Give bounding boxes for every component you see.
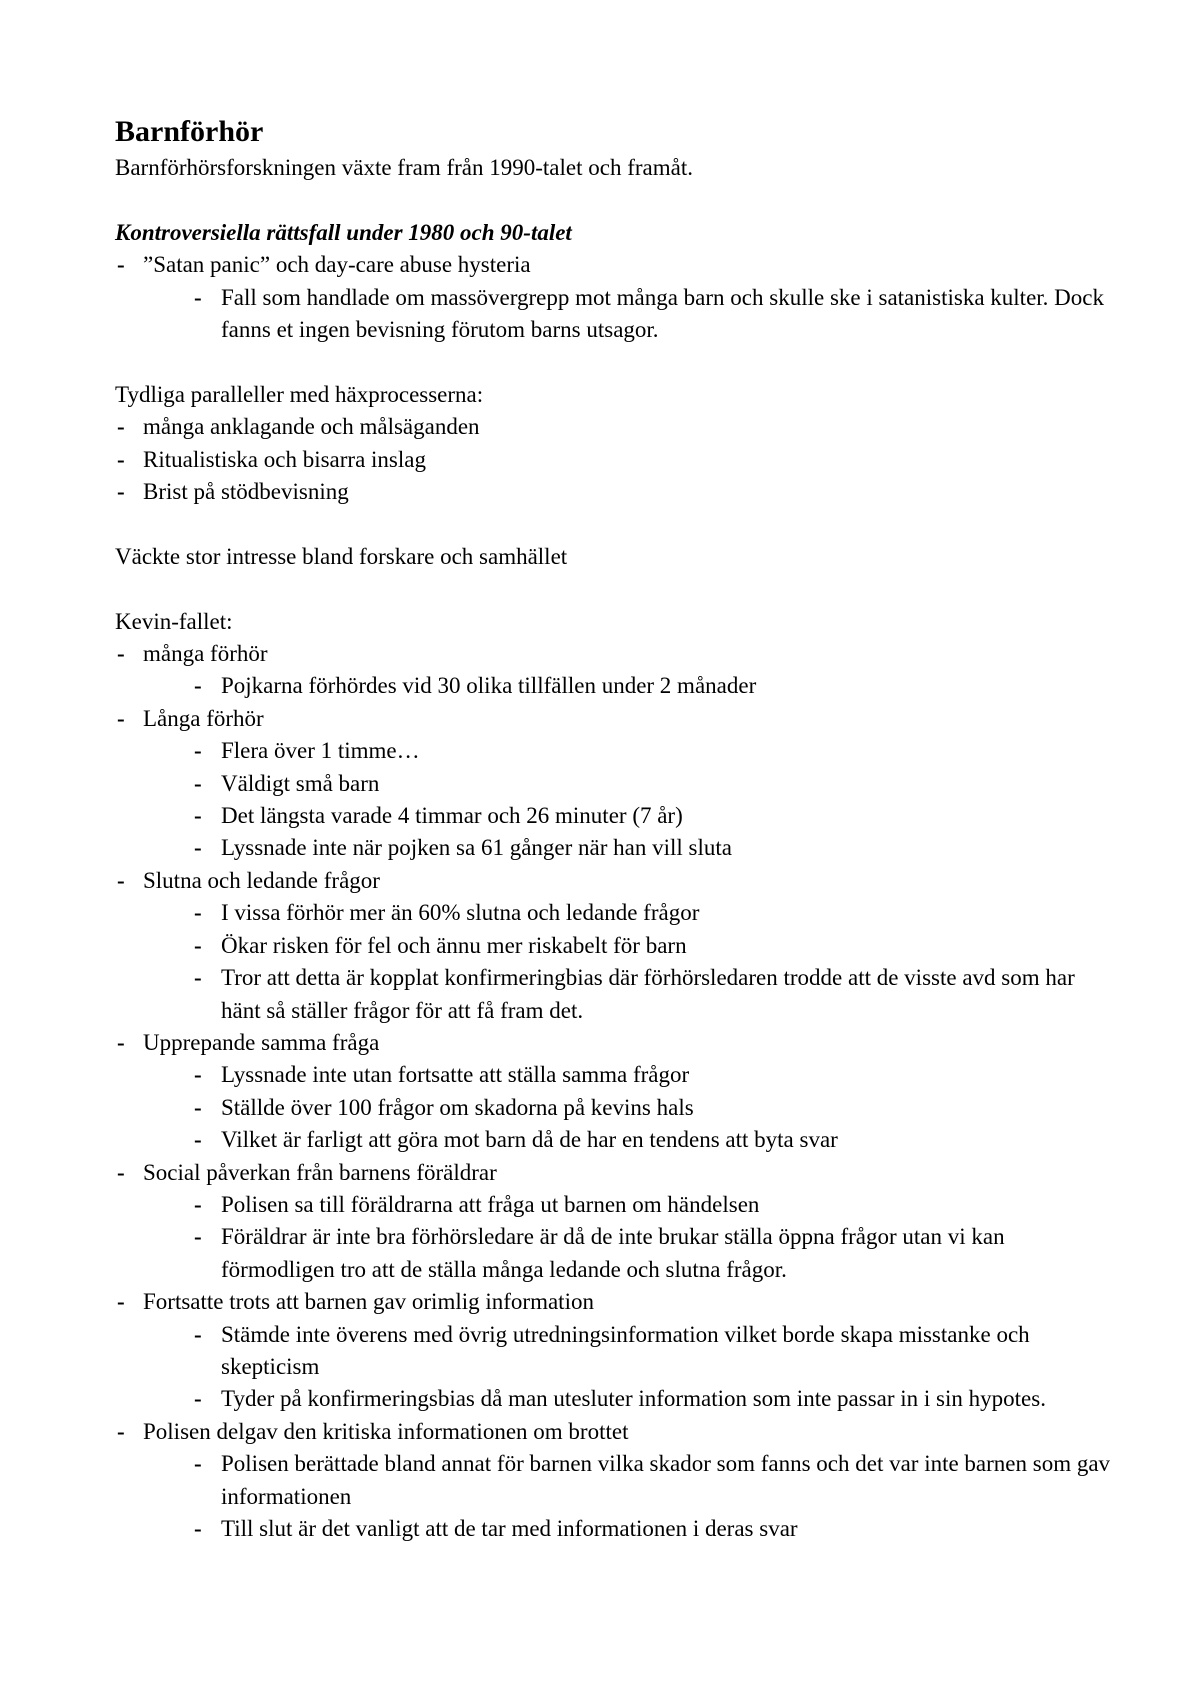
list-item bbox=[115, 865, 1115, 1027]
document-title: Barnförhör bbox=[115, 115, 264, 148]
sub-list-item-text: Pojkarna förhördes vid 30 olika tillfällen under 2 månader bbox=[221, 673, 757, 699]
dash-bullet-icon: - bbox=[117, 867, 125, 893]
sub-list-item bbox=[143, 1319, 1115, 1384]
sub-list-item bbox=[143, 735, 1115, 767]
sub-list-item-text: Vilket är farligt att göra mot barn då de har en tendens att byta svar bbox=[221, 1127, 838, 1153]
dash-bullet-icon: - bbox=[194, 900, 202, 926]
sub-list-item bbox=[143, 282, 1115, 347]
dash-bullet-icon: - bbox=[194, 965, 202, 991]
list-item-text: Fortsatte trots att barnen gav orimlig information bbox=[143, 1289, 594, 1315]
sub-list-item-text: Föräldrar är inte bra förhörsledare är då de inte brukar ställa öppna frågor utan vi kan förmodligen tro att de ställa många ledande och slutna frågor. bbox=[221, 1224, 1005, 1282]
sub-list-item-text: Flera över 1 timme… bbox=[221, 738, 420, 764]
sub-list-item bbox=[143, 1383, 1115, 1415]
sub-list-item-text: Ökar risken för fel och ännu mer riskabelt för barn bbox=[221, 932, 687, 958]
list-item bbox=[115, 1157, 1115, 1287]
dash-bullet-icon: - bbox=[194, 1516, 202, 1541]
dash-bullet-icon: - bbox=[194, 932, 202, 958]
sub-list-item-text: Väldigt små barn bbox=[221, 770, 380, 796]
dash-bullet-icon: - bbox=[194, 738, 202, 764]
sub-bullet-list bbox=[143, 1319, 1115, 1416]
sub-list-item-text: Polisen sa till föräldrarna att fråga ut barnen om händelsen bbox=[221, 1191, 760, 1217]
sub-bullet-list bbox=[143, 282, 1115, 347]
sub-bullet-list bbox=[143, 1448, 1115, 1545]
dash-bullet-icon: - bbox=[194, 284, 202, 310]
sub-list-item bbox=[143, 1448, 1115, 1513]
dash-bullet-icon: - bbox=[117, 414, 125, 440]
dash-bullet-icon: - bbox=[117, 1029, 125, 1055]
list-item-text: Brist på stödbevisning bbox=[143, 479, 349, 505]
list-item bbox=[115, 1286, 1115, 1416]
sub-list-item bbox=[143, 1124, 1115, 1156]
dash-bullet-icon: - bbox=[117, 446, 125, 472]
document-page bbox=[115, 112, 1115, 1545]
sub-list-item-text: Lyssnade inte utan fortsatte att ställa samma frågor bbox=[221, 1062, 690, 1088]
dash-bullet-icon: - bbox=[117, 1289, 125, 1315]
list-item-text: Långa förhör bbox=[143, 705, 264, 731]
dash-bullet-icon: - bbox=[117, 479, 125, 505]
bullet-list bbox=[115, 411, 1115, 508]
list-item-text: Upprepande samma fråga bbox=[143, 1029, 380, 1055]
sub-list-item-text: Fall som handlade om massövergrepp mot många barn och skulle ske i satanistiska kulter. Dock fanns et ingen bevisning förutom barns utsagor. bbox=[221, 284, 1104, 343]
section-heading-controversial-cases: Kontroversiella rättsfall under 1980 och 90-talet bbox=[115, 219, 572, 245]
dash-bullet-icon: - bbox=[194, 1062, 202, 1088]
spacer bbox=[115, 346, 1115, 378]
interest-paragraph: Väckte stor intresse bland forskare och samhället bbox=[115, 543, 568, 569]
sub-list-item-text: Ställde över 100 frågor om skadorna på kevins hals bbox=[221, 1094, 694, 1120]
sub-list-item bbox=[143, 1092, 1115, 1124]
sub-list-item bbox=[143, 1513, 1115, 1545]
list-item-text: ”Satan panic” och day-care abuse hysteria bbox=[143, 252, 531, 278]
list-item bbox=[115, 638, 1115, 703]
dash-bullet-icon: - bbox=[194, 770, 202, 796]
sub-list-item bbox=[143, 1059, 1115, 1091]
sub-list-item-text: Lyssnade inte när pojken sa 61 gånger när han vill sluta bbox=[221, 835, 732, 861]
sub-bullet-list bbox=[143, 735, 1115, 865]
dash-bullet-icon: - bbox=[194, 1094, 202, 1120]
list-item-text: många anklagande och målsäganden bbox=[143, 414, 480, 440]
list-item bbox=[115, 249, 1115, 346]
dash-bullet-icon: - bbox=[117, 1418, 125, 1444]
sub-list-item bbox=[143, 768, 1115, 800]
list-item bbox=[115, 476, 1115, 508]
dash-bullet-icon: - bbox=[194, 835, 202, 861]
dash-bullet-icon: - bbox=[194, 1321, 202, 1347]
sub-list-item bbox=[143, 1221, 1115, 1286]
sub-list-item-text: Till slut är det vanligt att de tar med informationen i deras svar bbox=[221, 1516, 798, 1541]
list-item bbox=[115, 411, 1115, 443]
sub-bullet-list bbox=[143, 1189, 1115, 1286]
intro-paragraph: Barnförhörsforskningen växte fram från 1990-talet och framåt. bbox=[115, 155, 693, 180]
sub-list-item-text: Polisen berättade bland annat för barnen vilka skador som fanns och det var inte barnen som gav informationen bbox=[221, 1451, 1111, 1509]
sub-list-item bbox=[143, 930, 1115, 962]
sub-list-item-text: Tyder på konfirmeringsbias då man utesluter information som inte passar in i sin hypotes. bbox=[221, 1386, 1046, 1412]
list-item-text: Ritualistiska och bisarra inslag bbox=[143, 446, 426, 472]
sub-list-item bbox=[143, 962, 1115, 1027]
sub-list-item-text: I vissa förhör mer än 60% slutna och ledande frågor bbox=[221, 900, 700, 926]
sub-list-item bbox=[143, 800, 1115, 832]
list-item bbox=[115, 444, 1115, 476]
section-heading-parallels: Tydliga paralleller med häxprocesserna: bbox=[115, 381, 484, 407]
dash-bullet-icon: - bbox=[117, 705, 125, 731]
dash-bullet-icon: - bbox=[194, 1386, 202, 1412]
spacer bbox=[115, 184, 1115, 216]
sub-list-item bbox=[143, 670, 1115, 702]
list-item-text: Social påverkan från barnens föräldrar bbox=[143, 1159, 497, 1185]
sub-list-item-text: Tror att detta är kopplat konfirmeringbias där förhörsledaren trodde att de visste avd som har hänt så ställer frågor för att få fram det. bbox=[221, 965, 1075, 1023]
sub-bullet-list bbox=[143, 1059, 1115, 1156]
sub-bullet-list bbox=[143, 670, 1115, 702]
sub-list-item bbox=[143, 832, 1115, 864]
dash-bullet-icon: - bbox=[117, 252, 125, 278]
dash-bullet-icon: - bbox=[194, 673, 202, 699]
list-item bbox=[115, 1416, 1115, 1546]
list-item-text: Polisen delgav den kritiska informationen om brottet bbox=[143, 1418, 629, 1444]
dash-bullet-icon: - bbox=[117, 641, 125, 667]
list-item-text: många förhör bbox=[143, 641, 268, 667]
spacer bbox=[115, 508, 1115, 540]
dash-bullet-icon: - bbox=[194, 1127, 202, 1153]
sub-list-item bbox=[143, 1189, 1115, 1221]
dash-bullet-icon: - bbox=[194, 1224, 202, 1250]
list-item bbox=[115, 703, 1115, 865]
sub-list-item bbox=[143, 897, 1115, 929]
dash-bullet-icon: - bbox=[194, 1451, 202, 1477]
list-item-text: Slutna och ledande frågor bbox=[143, 867, 380, 893]
list-item bbox=[115, 1027, 1115, 1157]
sub-list-item-text: Det längsta varade 4 timmar och 26 minuter (7 år) bbox=[221, 803, 683, 829]
spacer bbox=[115, 573, 1115, 605]
section-heading-kevin-case: Kevin-fallet: bbox=[115, 608, 233, 634]
dash-bullet-icon: - bbox=[117, 1159, 125, 1185]
bullet-list bbox=[115, 249, 1115, 346]
dash-bullet-icon: - bbox=[194, 1191, 202, 1217]
dash-bullet-icon: - bbox=[194, 803, 202, 829]
sub-bullet-list bbox=[143, 897, 1115, 1027]
sub-list-item-text: Stämde inte överens med övrig utredningsinformation vilket borde skapa misstanke och skepticism bbox=[221, 1321, 1030, 1379]
bullet-list bbox=[115, 638, 1115, 1545]
